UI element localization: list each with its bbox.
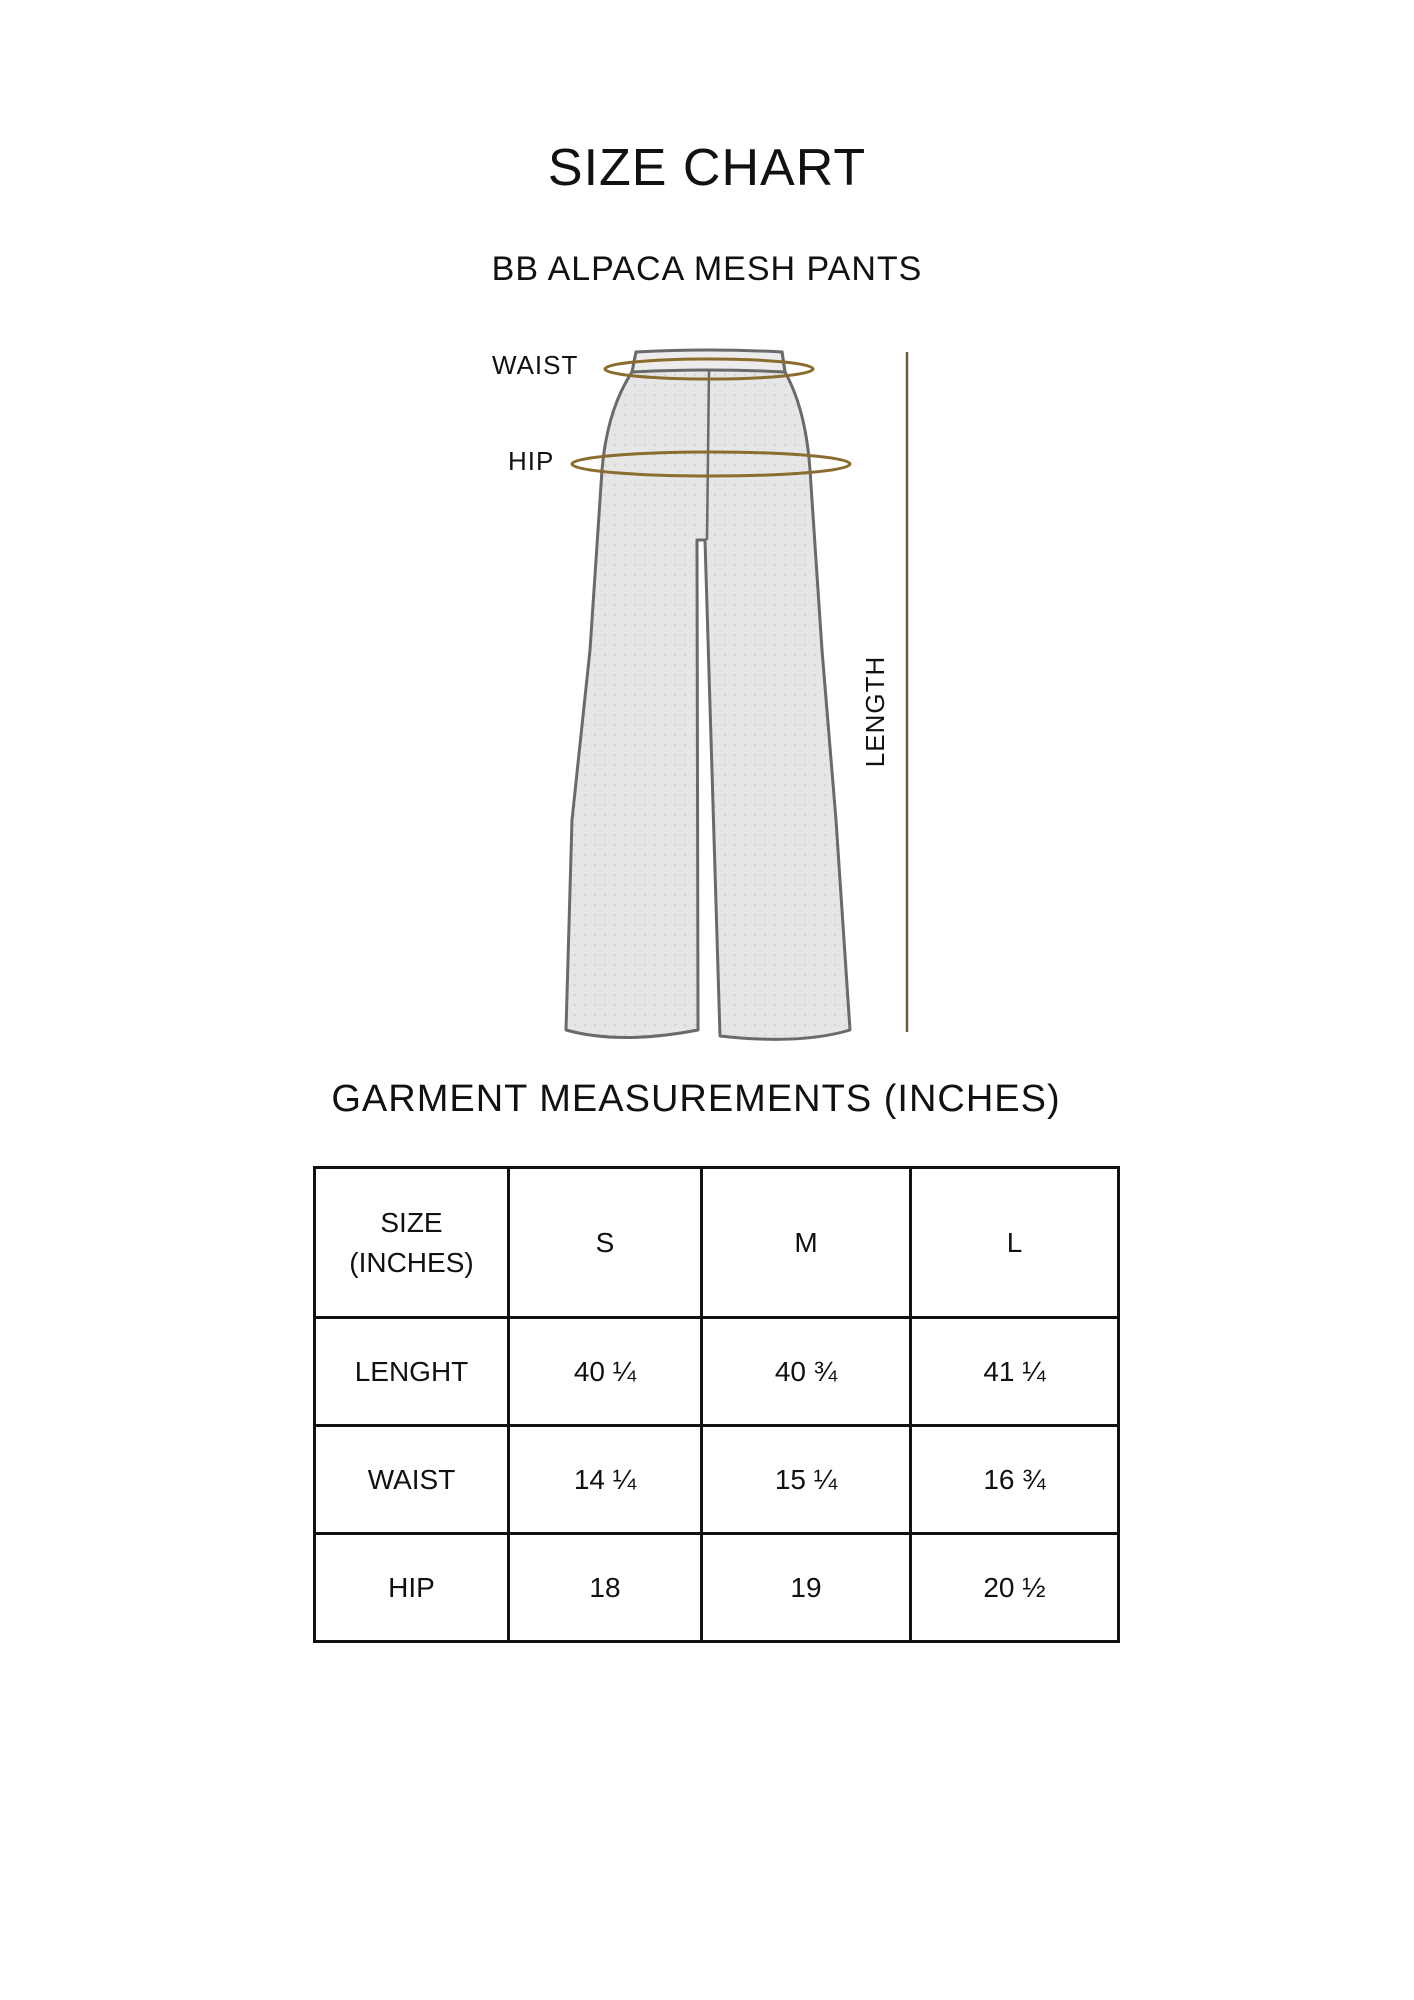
- table-cell: 18: [509, 1534, 702, 1642]
- size-header-m: M: [702, 1168, 911, 1318]
- table-cell: 19: [702, 1534, 911, 1642]
- table-cell: 41 ¼: [911, 1318, 1119, 1426]
- table-cell: 14 ¼: [509, 1426, 702, 1534]
- length-label: LENGTH: [860, 655, 891, 768]
- table-row: [315, 1426, 1119, 1534]
- header-label-cell: [315, 1168, 509, 1318]
- table-header-row: [315, 1168, 1119, 1318]
- table-row: [315, 1534, 1119, 1642]
- header-label-line1: SIZE: [380, 1206, 443, 1238]
- table-cell: 40 ¾: [702, 1318, 911, 1426]
- row-label: LENGHT: [315, 1318, 509, 1426]
- page-title: SIZE CHART: [547, 139, 867, 197]
- header-label-line2: (INCHES): [349, 1246, 474, 1278]
- table-cell: 40 ¼: [509, 1318, 702, 1426]
- table-cell: 15 ¼: [702, 1426, 911, 1534]
- size-header-l: L: [911, 1168, 1119, 1318]
- table-cell: 16 ¾: [911, 1426, 1119, 1534]
- size-header-s: S: [509, 1168, 702, 1318]
- hip-label: HIP: [508, 446, 555, 476]
- product-name: BB ALPACA MESH PANTS: [491, 250, 923, 288]
- row-label: WAIST: [315, 1426, 509, 1534]
- table-cell: 20 ½: [911, 1534, 1119, 1642]
- table-row: [315, 1318, 1119, 1426]
- section-title: GARMENT MEASUREMENTS (INCHES): [331, 1078, 1061, 1120]
- row-label: HIP: [315, 1534, 509, 1642]
- waist-label: WAIST: [492, 350, 579, 380]
- measurements-table: [313, 1166, 1120, 1643]
